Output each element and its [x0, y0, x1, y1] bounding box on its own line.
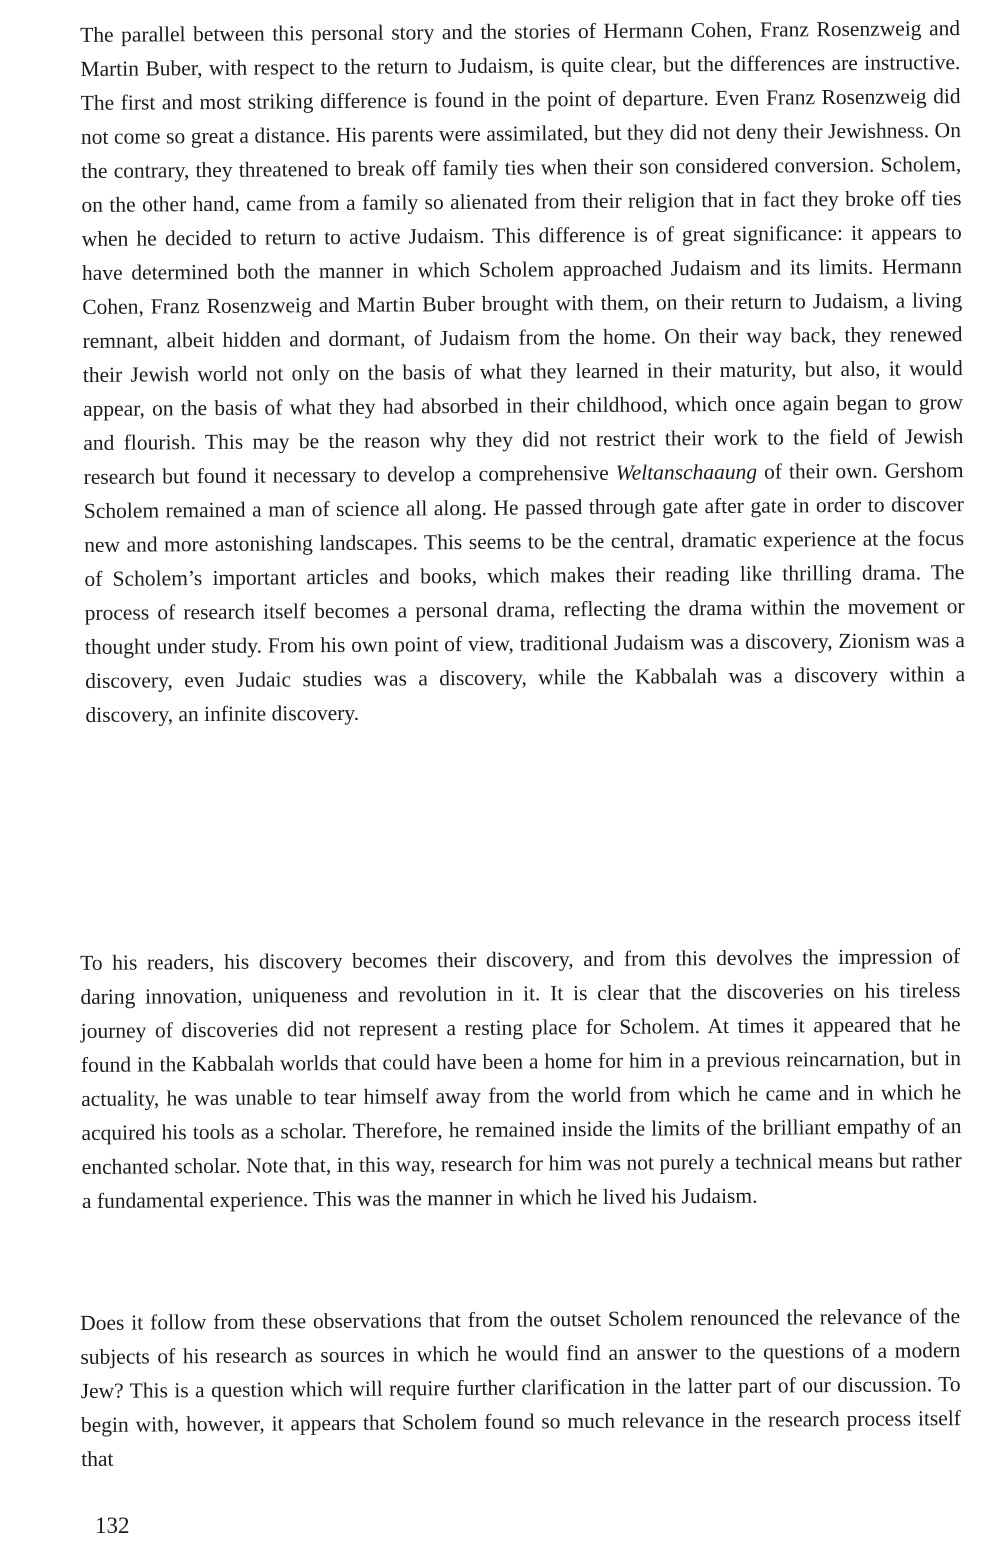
paragraph-3-text: Does it follow from these observations that from the outset Scholem renounced the relevance of the subjects of his research as sources in which he would find an answer to the questions of a modern Jew? This is a question which will require further clarification in the latter part of our discussion. To begin with, however, it appears that Scholem found so much relevance in the research process itself that: [80, 1304, 962, 1471]
paragraph-2-text: To his readers, his discovery becomes their discovery, and from this devolves the impression of daring innovation, uniqueness and revolution in it. It is clear that the discoveries on his tireless journey of discoveries did not represent a resting place for Scholem. At times it appeared that he found in the Kabbalah worlds that could have been a home for him in a previous reincarnation, but in actuality, he was unable to tear himself away from the world from which he came and in which he acquired his tools as a scholar. Therefore, he remained inside the limits of the brilliant empathy of an enchanted scholar. Note that, in this way, research for him was not purely a technical means but rather a fundamental experience. This was the manner in which he lived his Judaism.: [80, 944, 962, 1213]
paragraph-1-text: [80, 11, 966, 732]
paragraph-1-text-start: The parallel between this personal story and the stories of Hermann Cohen, Franz Rosenzweig and Martin Buber, with respect to the return to Judaism, is quite clear, but the differences are instructive. The first and most striking difference is found in the point of departure. Even Franz Rosenzweig did not come so great a distance. His parents were assimilated, but they did not deny their Jewishness. On the contrary, they threatened to break off family ties when their son considered conversion. Scholem, on the other hand, came from a family so alienated from their religion that in fact they broke off ties when he decided to return to active Judaism. This difference is of great significance: it appears to have determined both the manner in which Scholem approached Judaism and its limits. Hermann Cohen, Franz Rosenzweig and Martin Buber brought with them, on their return to Judaism, a living remnant, albeit hidden and dormant, of Judaism from the home. On their way back, they renewed their Jewish world not only on the basis of what they learned in their maturity, but also, it would appear, on the basis of what they had absorbed in their childhood, which once again began to grow and flourish. This may be the reason why they did not restrict their work to the field of Jewish research but found it necessary to develop a comprehensive: [80, 16, 964, 489]
paragraph-1: [80, 11, 966, 732]
page-number: 132: [95, 1513, 130, 1538]
paragraph-1-text-end: of their own. Gershom Scholem remained a man of science all along. He passed through gate after gate in order to discover new and more astonishing landscapes. This seems to be the central, dramatic experience at the focus of Scholem’s important articles and books, which makes their reading like thrilling drama. The process of research itself becomes a personal drama, reflecting the drama within the movement or thought under study. From his own point of view, traditional Judaism was a discovery, Zionism was a discovery, even Judaic studies was a discovery, while the Kabbalah was a discovery within a discovery, an infinite discovery.: [83, 458, 966, 727]
paragraph-2: [80, 939, 962, 1218]
paragraph-3: [80, 1299, 961, 1476]
italic-term: Weltanschaaung: [615, 459, 758, 485]
